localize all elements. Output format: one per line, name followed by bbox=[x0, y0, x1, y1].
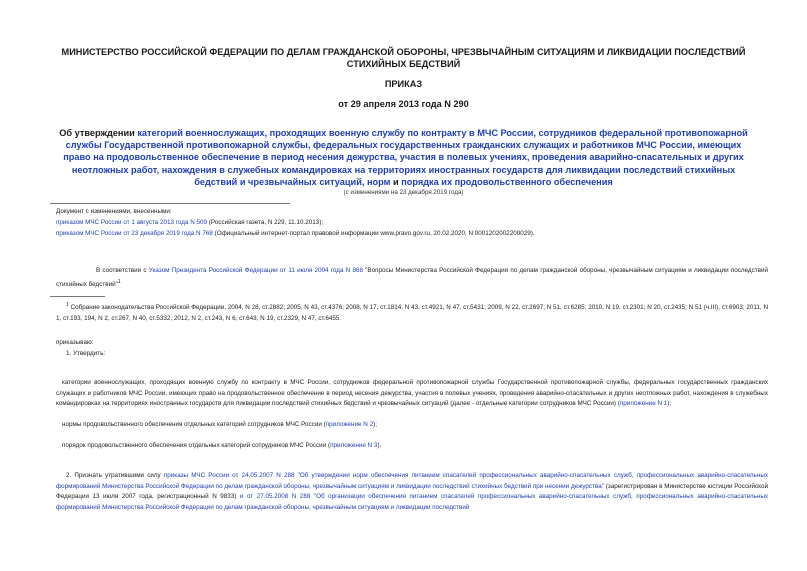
item-2-mid: (зарегистрирован в Министерстве юстиции Российской Федерации 13 июля 2007 года, регистрационный N 9833) bbox=[56, 482, 768, 501]
item-1a-text: категории военнослужащих, проходящих военную службу по контракту в МЧС России, сотрудников федеральной противопожарной службы Государственной противопожарной службы, федеральных государственных гражданских служащих и работников МЧС России, имеющих право на продовольственное обеспечение в период несения дежурства, участия в полевых учениях, проведения аварийно-спасательных и других неотложных работ, нахождения в служебных командировках на территориях иностранных государств для ликвидации последствий стихийных бедствий и чрезвычайных ситуаций (далее - отдельные категории сотрудников МЧС России) ( bbox=[56, 379, 768, 408]
title-prefix: Об утверждении bbox=[59, 128, 138, 138]
footnote-number: 1 bbox=[66, 302, 69, 308]
changes-line-2 bbox=[56, 229, 535, 240]
amendment-link-2013[interactable]: приказом МЧС России от 1 августа 2013 года N 509 bbox=[56, 219, 208, 226]
preamble-start: В соответствии с bbox=[96, 267, 149, 274]
revision-note: (с изменениями на 23 декабря 2019 года) bbox=[343, 189, 464, 196]
amendment-source-2013: (Российская газета, N 229, 11.10.2013); bbox=[207, 219, 324, 226]
appendix-1-link[interactable]: приложение N 1 bbox=[619, 400, 668, 408]
changes-line-1 bbox=[56, 218, 323, 229]
item-1c-end: ). bbox=[377, 442, 382, 449]
footnote bbox=[56, 300, 768, 324]
title-link-norms[interactable]: норм bbox=[366, 176, 391, 187]
item-1c bbox=[62, 441, 381, 452]
item-1: 1. Утвердить: bbox=[66, 350, 106, 357]
footnote-divider bbox=[50, 296, 105, 297]
order-date-heading: от 29 апреля 2013 года N 290 bbox=[338, 99, 469, 109]
order-type-heading: ПРИКАЗ bbox=[384, 79, 423, 89]
footnote-text: Собрание законодательства Российской Федерации, 2004, N 28, ст.2882; 2005, N 43, ст.4376; 2008, N 17, ст.1814, N 43, ст.4921, N 47, ст.5431; 2009, N 22, ст.2697; N 51, ст.6285; 2010, N 19, ст.2301; N 20, ст.2435; N 51 (ч.III), ст.6903; 2011, N 1, ст.193, 194, N 2, ст.267, N 40, ст.5332; 2012, N 2, ст.243, N 6, ст.643, N 19, ст.2329, N 47, ст.6455. bbox=[56, 304, 769, 322]
item-1a bbox=[56, 378, 768, 410]
item-1b bbox=[62, 420, 377, 431]
amendment-source-2019: (Официальный интернет-портал правовой информации www.pravo.gov.ru, 20.02.2020, N 0001202002200029). bbox=[212, 230, 535, 237]
ministry-heading: МИНИСТЕРСТВО РОССИЙСКОЙ ФЕДЕРАЦИИ ПО ДЕЛАМ ГРАЖДАНСКОЙ ОБОРОНЫ, ЧРЕЗВЫЧАЙНЫМ СИТУАЦИЯМ И ЛИКВИДАЦИИ ПОСЛЕДСТВИЙ СТИХИЙНЫХ БЕДСТВИЙ bbox=[61, 47, 746, 69]
appendix-2-link[interactable]: приложение N 2 bbox=[325, 421, 374, 428]
appendix-3-link[interactable]: приложение N 3 bbox=[330, 442, 378, 449]
amendment-link-2019[interactable]: приказом МЧС России от 23 декабря 2019 года N 768 bbox=[56, 230, 213, 237]
title-link-procedure[interactable]: порядка их продовольственного обеспечения bbox=[401, 176, 613, 187]
document-title bbox=[56, 127, 751, 188]
item-2 bbox=[56, 471, 768, 531]
item-1b-text: нормы продовольственного обеспечения отдельных категорий сотрудников МЧС России ( bbox=[62, 421, 326, 428]
changes-divider bbox=[50, 203, 290, 204]
repealed-order-2008-link[interactable]: и от 27.05.2008 N 288 "Об организации обеспечения питанием спасателей профессиональных аварийно-спасательных служб, профессиональных аварийно-спасательных формирований Министерства Российской Федерации по делам гражданской обороны, чрезвычайным ситуациям и ликвидации последствий bbox=[56, 493, 768, 511]
item-2-start: 2. Признать утратившими силу bbox=[66, 472, 164, 479]
order-directive: приказываю: bbox=[56, 339, 94, 346]
preamble bbox=[56, 266, 768, 290]
changes-heading: Документ с изменениями, внесенными: bbox=[56, 208, 172, 215]
footnote-marker: 1 bbox=[117, 278, 121, 285]
repealed-orders-link[interactable]: приказы МЧС России от 24.05.2007 N 288 "Об утверждении норм обеспечения питанием спасателей профессиональных аварийно-спасательных служб, профессиональных аварийно-спасательных формирований Министерства Российской Федерации по делам гражданской обороны, чрезвычайным ситуациям и ликвидации последствий стихийных бедствий при несении дежурства" bbox=[56, 472, 768, 490]
title-and: и bbox=[390, 176, 402, 187]
item-1b-end: ); bbox=[373, 421, 377, 428]
decree-link[interactable]: Указом Президента Российской Федерации от 11 июля 2004 года N 868 bbox=[148, 267, 363, 274]
item-1c-text: порядок продовольственного обеспечения отдельных категорий сотрудников МЧС России ( bbox=[62, 442, 331, 449]
title-link-categories[interactable]: категорий военнослужащих, проходящих военную службу по контракту в МЧС России, сотрудников федеральной противопожарной службы Государственной противопожарной службы, федеральных государственных гражданских служащих и работников МЧС России, имеющих право на продовольственное обеспечение в период несения дежурства, участия в полевых учениях, проведения аварийно-спасательных и других неотложных работ, нахождения в служебных командировках на территориях иностранных государств для ликвидации последствий стихийных бедствий и чрезвычайных ситуаций, bbox=[63, 128, 748, 187]
item-1a-end: ); bbox=[667, 400, 672, 408]
preamble-rest: "Вопросы Министерства Российской Федерации по делам гражданской обороны, чрезвычайным ситуациям и ликвидации последствий стихийных бедствий" bbox=[56, 267, 768, 288]
